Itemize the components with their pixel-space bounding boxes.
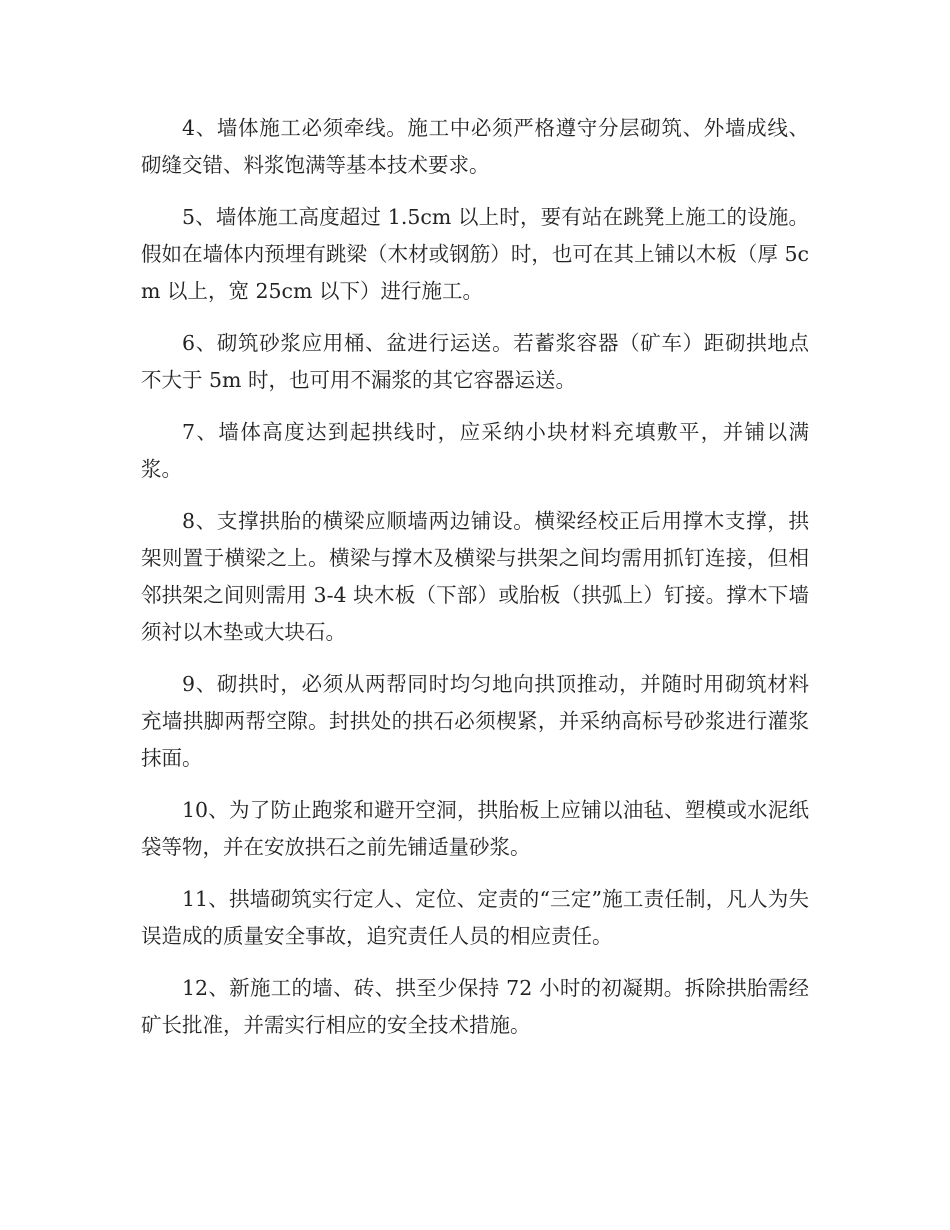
paragraph-item-8: 8、支撑拱胎的横梁应顺墙两边铺设。横梁经校正后用撑木支撑，拱架则置于横梁之上。横梁与撑木及横梁与拱架之间均需用抓钉连接，但相邻拱架之间则需用 3-4 块木板（下部）或胎板（拱弧上）钉接。撑木下墙须衬以木垫或大块石。 — [141, 509, 809, 644]
paragraph-item-4: 4、墙体施工必须牵线。施工中必须严格遵守分层砌筑、外墙成线、砌缝交错、料浆饱满等基本技术要求。 — [141, 116, 809, 177]
paragraph-item-12: 12、新施工的墙、砖、拱至少保持 72 小时的初凝期。拆除拱胎需经矿长批准，并需实行相应的安全技术措施。 — [141, 976, 809, 1037]
document-body — [141, 110, 809, 1059]
paragraph-item-11: 11、拱墙砌筑实行定人、定位、定责的“三定”施工责任制，凡人为失误造成的质量安全事故，追究责任人员的相应责任。 — [141, 887, 809, 948]
paragraph-item-6: 6、砌筑砂浆应用桶、盆进行运送。若蓄浆容器（矿车）距砌拱地点不大于 5m 时，也可用不漏浆的其它容器运送。 — [141, 331, 809, 392]
paragraph-item-9: 9、砌拱时，必须从两帮同时均匀地向拱顶推动，并随时用砌筑材料充墙拱脚两帮空隙。封拱处的拱石必须楔紧，并采纳高标号砂浆进行灌浆抹面。 — [141, 672, 809, 770]
paragraph-item-10: 10、为了防止跑浆和避开空洞，拱胎板上应铺以油毡、塑模或水泥纸袋等物，并在安放拱石之前先铺适量砂浆。 — [141, 798, 809, 859]
paragraph-item-7: 7、墙体高度达到起拱线时，应采纳小块材料充填敷平，并铺以满浆。 — [141, 420, 809, 481]
paragraph-item-5: 5、墙体施工高度超过 1.5cm 以上时，要有站在跳凳上施工的设施。假如在墙体内预埋有跳梁（木材或钢筋）时，也可在其上铺以木板（厚 5cm 以上，宽 25cm 以下）进行施工。 — [141, 205, 809, 303]
